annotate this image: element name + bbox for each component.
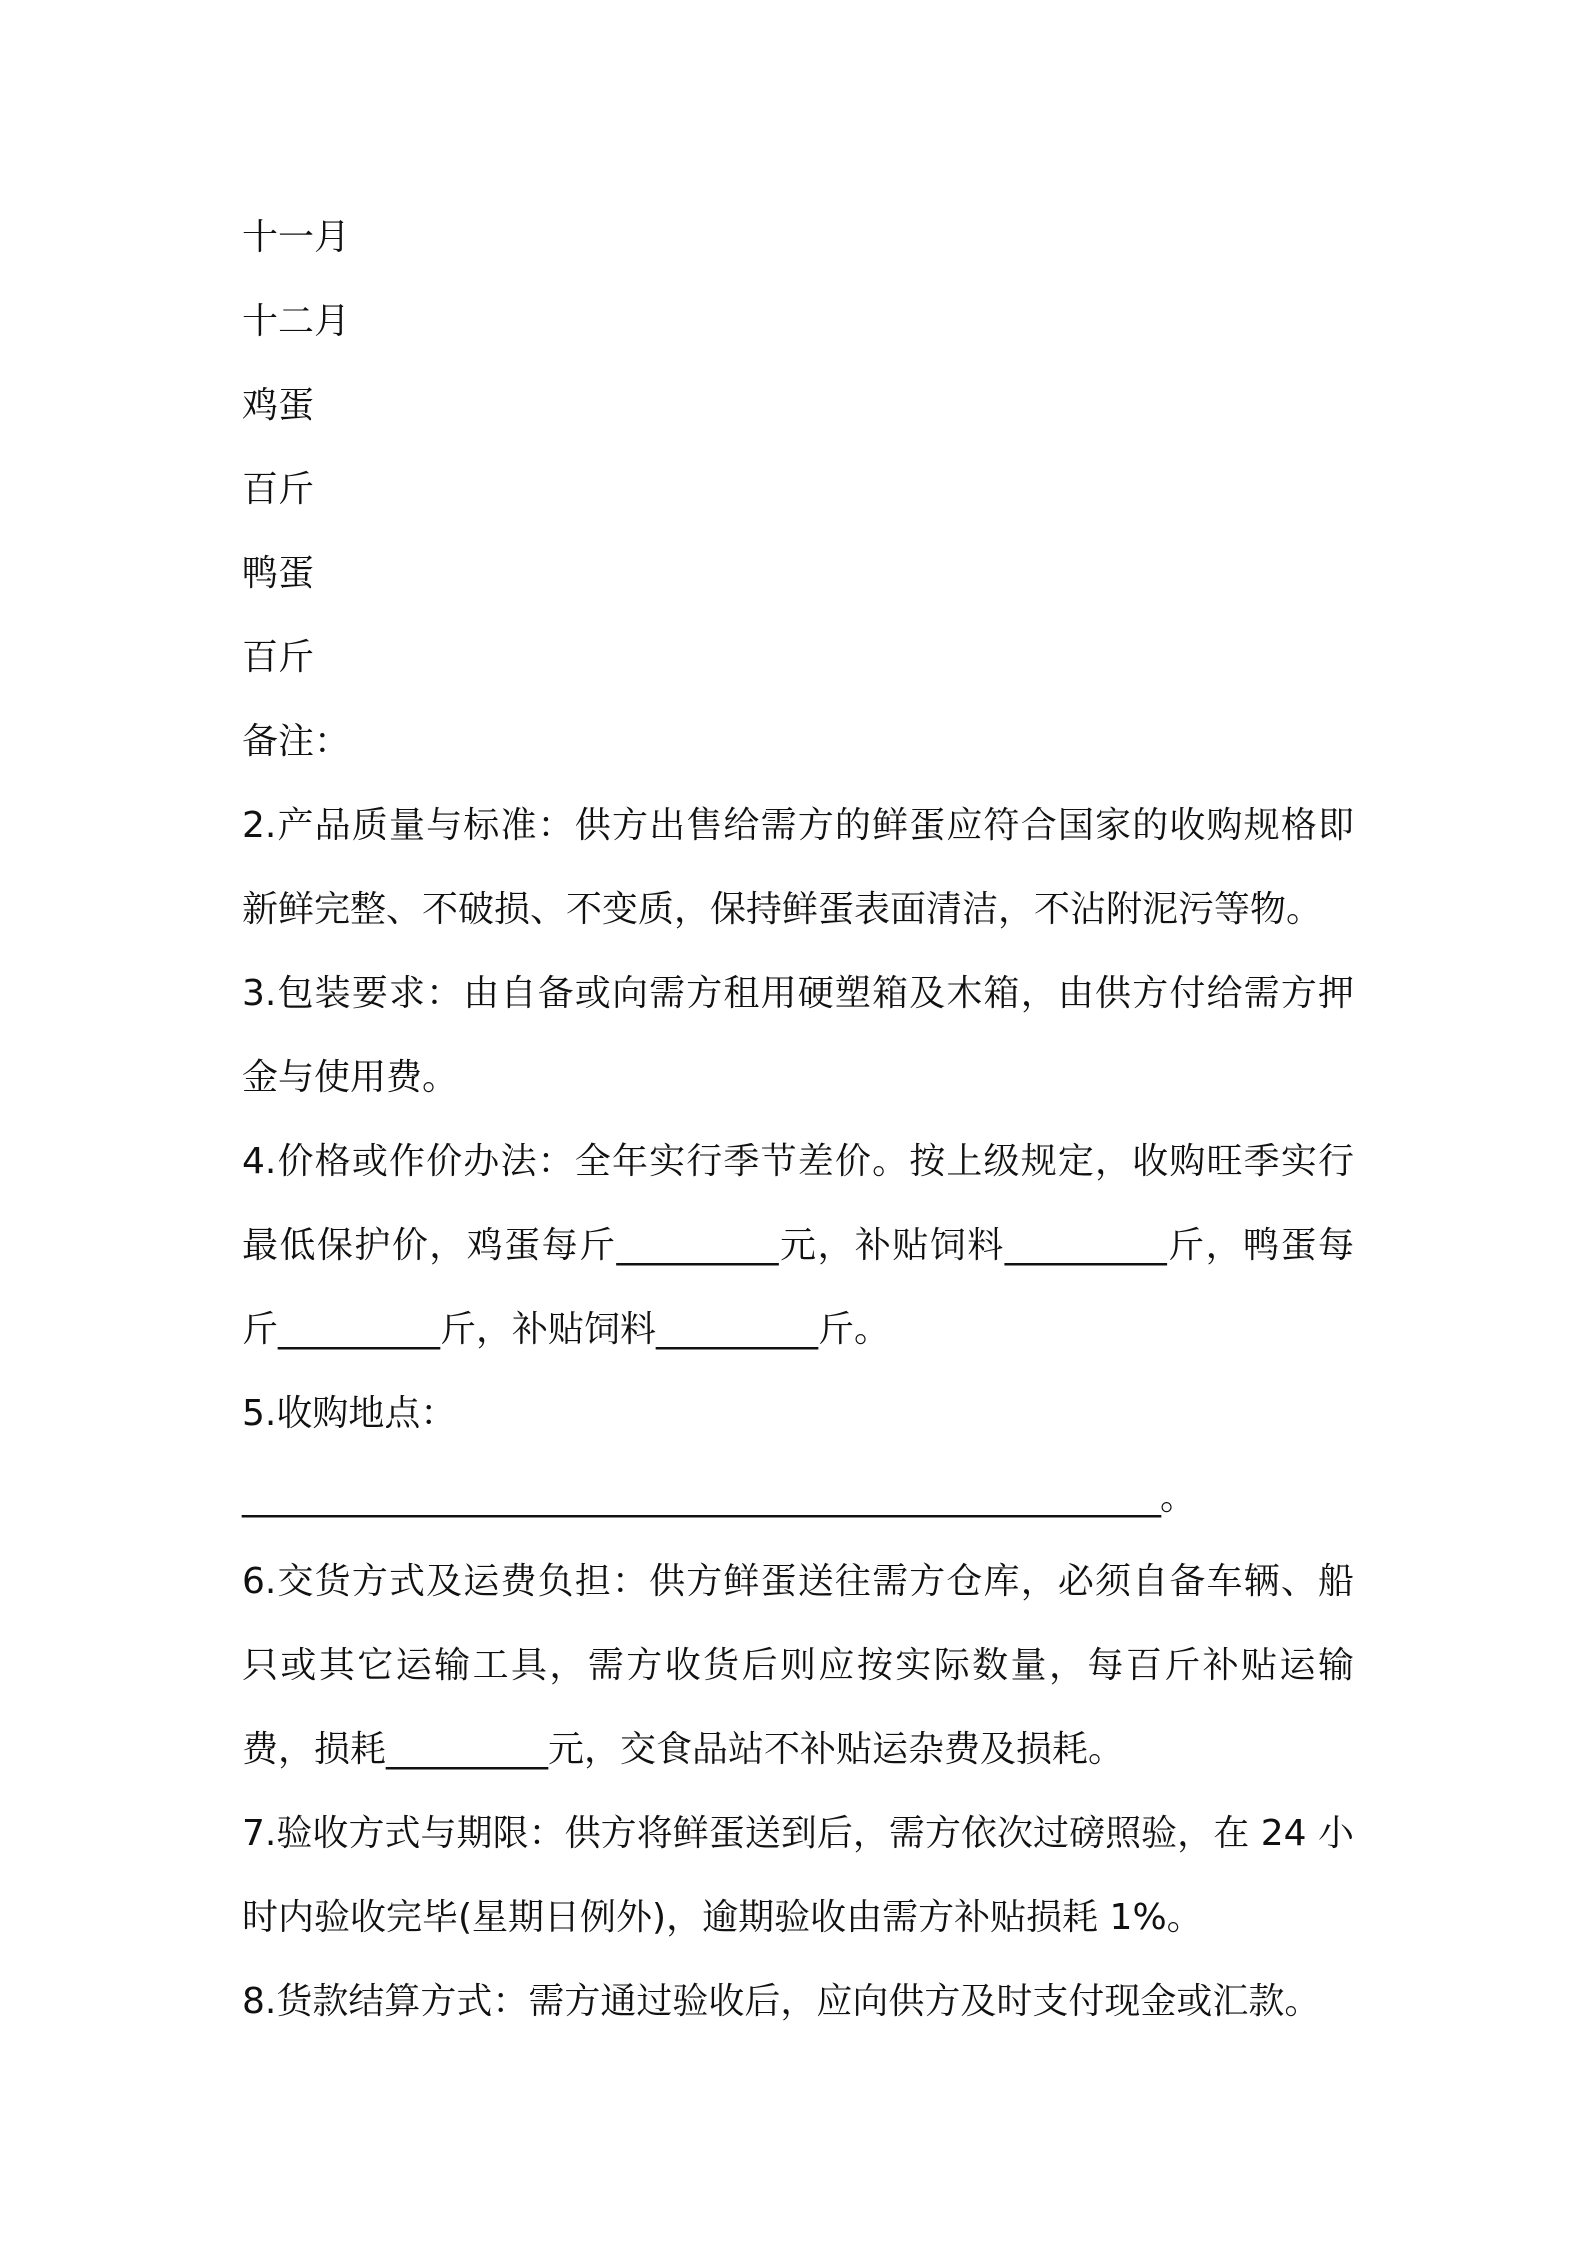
clause-packaging: 3.包装要求：由自备或向需方租用硬塑箱及木箱，由供方付给需方押金与使用费。 [242,973,1354,1098]
purchase-location-blank: ______________________________________________________。 [242,1477,1195,1518]
row-label-december: 十二月 [242,301,351,342]
row-label-chicken-eggs: 鸡蛋 [242,385,315,426]
clause-pricing: 4.价格或作价办法：全年实行季节差价。按上级规定，收购旺季实行最低保护价，鸡蛋每斤_________元，补贴饲料_________斤，鸭蛋每斤_________斤，补贴饲料_________斤。 [242,1141,1354,1350]
row-unit-hundred-jin-2: 百斤 [242,637,315,678]
clause-quality-standard: 2.产品质量与标准：供方出售给需方的鲜蛋应符合国家的收购规格即新鲜完整、不破损、不变质，保持鲜蛋表面清洁，不沾附泥污等物。 [242,805,1354,930]
row-label-duck-eggs: 鸭蛋 [242,553,315,594]
clause-purchase-location-label: 5.收购地点： [242,1393,457,1434]
document-page [242,196,1354,2044]
remarks-label: 备注： [242,721,351,762]
row-unit-hundred-jin: 百斤 [242,469,315,510]
clause-delivery-freight: 6.交货方式及运费负担：供方鲜蛋送往需方仓库，必须自备车辆、船只或其它运输工具，需方收货后则应按实际数量，每百斤补贴运输费，损耗_________元，交食品站不补贴运杂费及损耗。 [242,1561,1354,1770]
clause-inspection: 7.验收方式与期限：供方将鲜蛋送到后，需方依次过磅照验，在 24 小时内验收完毕(星期日例外)，逾期验收由需方补贴损耗 1%。 [242,1813,1354,1938]
clause-payment: 8.货款结算方式：需方通过验收后，应向供方及时支付现金或汇款。 [242,1981,1321,2022]
row-label-november: 十一月 [242,217,351,258]
